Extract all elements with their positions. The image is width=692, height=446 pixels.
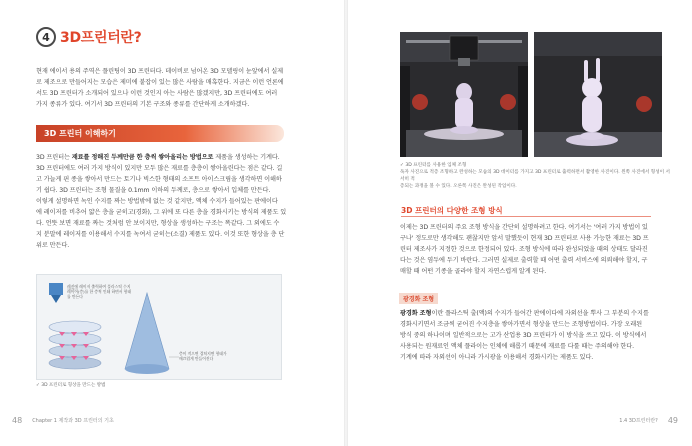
photo-caption-title: ✓ 3D 프린터를 사용한 입체 조형 (400, 163, 467, 168)
page-number-right: 49 (667, 416, 678, 425)
printer-photo-graphic (400, 32, 528, 157)
photopolymer-line: 방식 중의 하나이며 일반적으로는 고가 산업용 3D 프린터가 이 방식을 쓰고 있다. 이 방식에서 (400, 332, 647, 339)
right-body-line: 린터 제조사가 지정한 것으로 한정되어 있다. 조형 방식에 따라 완성되었을 때의 상태도 달라진 (400, 246, 648, 253)
right-section-heading: 3D 프린터의 다양한 조형 방식 (401, 206, 503, 215)
photopolymer-line: 광경화 조형이란 플라스틱 출(액)의 수지가 들어간 판에이다에 자외선을 뿌사 그 부분의 수지를 (400, 310, 649, 317)
section-header (36, 27, 141, 47)
cone-shape (125, 293, 169, 369)
subhead-title: 3D 프린터 이해하기 (44, 129, 116, 138)
photo-caption-line: 독자 사진으로 적층 조형하고 완성하는 모습의 3D 데이터를 가지고 3D 프린터로 출력하면서 촬영한 사진이다. 왼쪽 사진에서 형성이 서서히 적 (400, 170, 670, 182)
intro-paragraph (36, 66, 286, 110)
photopolymer-line: 기계에 따라 자외선이 아니라 가시광을 이용해서 경화시키는 제품도 있다. (400, 354, 594, 361)
body-line: 이렇게 설명하면 녹인 수지를 짜는 방법밖에 없는 것 같지만, 액체 수지가 들어있는 판에이다 (36, 198, 278, 205)
intro-line: 서도 3D 프린터가 소개되어 있으나 이런 것인지 아는 사람은 많겠지만, 3D 프린터에도 여러 (36, 90, 278, 97)
intro-line: 로 제조으로 만들어지는 모습은 제미에 붙잡이 있는 많은 사람을 매혹한다. 지금은 이런 언론에 (36, 79, 284, 86)
intro-line: 가지 종류가 있다. 여기서 3D 프린터의 기본 구조와 종류를 간단하게 소개하겠다. (36, 101, 250, 108)
body-line: 지 분말에 레이저를 이용해서 수지를 녹여서 굳히는(소결) 제품도 있다. 이것 또한 형상을 층 단 (36, 231, 285, 238)
figure-callout-top: 레진에 레이저 출력하여 플라스틱 수지 레이어(층)를 한 층씩 인쇄 하면서 형태를 만든다 (67, 284, 132, 300)
heading-rule (401, 216, 651, 217)
figure-caption-text: 3D 프린터로 형상을 만드는 방법 (41, 383, 106, 388)
body-line: 기 쉽다. 3D 프린터는 조형 물질을 0.1mm 이하의 두께로, 층으로 쌓아서 입체를 만든다. (36, 187, 271, 194)
printing-method-figure (36, 274, 282, 380)
finished-rabbit-graphic (534, 32, 662, 157)
right-body-line: 구나' 정도로만 생각해도 괜찮지만 앞서 말했듯이 현재 3D 프린터로 사용 가능한 재료는 3D 프 (400, 235, 649, 242)
nozzle-icon (49, 283, 63, 295)
photopolymer-paragraph (400, 308, 662, 363)
right-body-line: 매할 때 어떤 기종을 골라야 할지 자연스럽게 알게 된다. (400, 268, 547, 275)
left-footer (12, 416, 114, 425)
nozzle-tip-icon (51, 295, 61, 303)
book-gutter (344, 0, 348, 446)
body-paragraph (36, 152, 288, 251)
right-footer (619, 416, 678, 425)
intro-line: 현재 에이서 용의 주역은 플린팅이 3D 프린터다. 데이비로 넘어온 3D 모델링이 눈앞에서 실제 (36, 68, 283, 75)
page-number-left: 48 (12, 416, 23, 425)
printing-in-progress-photo (400, 32, 528, 157)
right-body-line: 이제는 3D 프린터의 주요 조형 방식을 간단히 설명하려고 한다. 여기서는 '여러 가지 방법이 있 (400, 224, 648, 231)
section-title: 3D프린터란? (60, 30, 142, 46)
section-label: 1.4 3D프린터란? (619, 418, 658, 424)
right-body-line: 다는 것은 염두에 두기 바란다. 그러면 실제로 출력할 때 어떤 출력 서비스에 의뢰해야 할지, 구 (400, 257, 648, 264)
photopolymer-line: 경화시키면서 조금씩 굳어진 수지층을 쌓아가면서 형상을 만드는 조형방법이다. 가장 오래된 (400, 321, 642, 328)
body-line: 3D 프린터는 재료를 정해진 두께만큼 한 층씩 쌓아올리는 방법으로 제품을 생성하는 기계다. (36, 154, 280, 161)
body-line: 3D 프린터에도 여러 가지 방식이 있지만 모두 많은 재료를 층층이 쌓아올린다는 점은 같다. 길 (36, 165, 283, 172)
body-line: 에 레이저를 비추어 얇은 층을 굳히고(경화), 그 위에 또 다른 층을 경화시키는 방식의 제품도 있 (36, 209, 287, 216)
body-line: 다. 언뜻 보면 재료를 짜는 것처럼 안 보이지만, 형상을 생성하는 구조는 똑같다. 그 외에도 수 (36, 220, 280, 227)
body-line: 위로 만든다. (36, 242, 70, 249)
section-number-badge: 4 (36, 27, 56, 47)
finished-print-photo (534, 32, 662, 157)
body-line: 고 가늘게 핀 종을 쌓아서 만드는 토기나 빅스한 형태의 소프트 아이스크림을 생각하면 이해하 (36, 176, 282, 183)
caption-marker: ✓ (36, 383, 42, 388)
right-body-paragraph (400, 222, 662, 277)
cone-base (125, 364, 169, 374)
chapter-label: Chapter 1 제작과 3D 프린터의 기초 (32, 418, 114, 424)
photo-caption (400, 162, 670, 190)
photo-caption-line: 층되는 과정을 볼 수 있다. 오른쪽 사진은 완성된 작업이다. (400, 184, 517, 189)
figure-caption (36, 382, 105, 388)
photopolymer-tag: 광경화 조형 (399, 293, 438, 304)
figure-callout-bottom: 층이 적으면 겹쳐지면 형태가 매끄럽게 만들어진다 (179, 351, 227, 362)
photopolymer-line: 사용되는 원재료인 액체 플라이는 인체에 해롭기 때문에 재료를 다룰 때는 주의해야 한다. (400, 343, 634, 350)
